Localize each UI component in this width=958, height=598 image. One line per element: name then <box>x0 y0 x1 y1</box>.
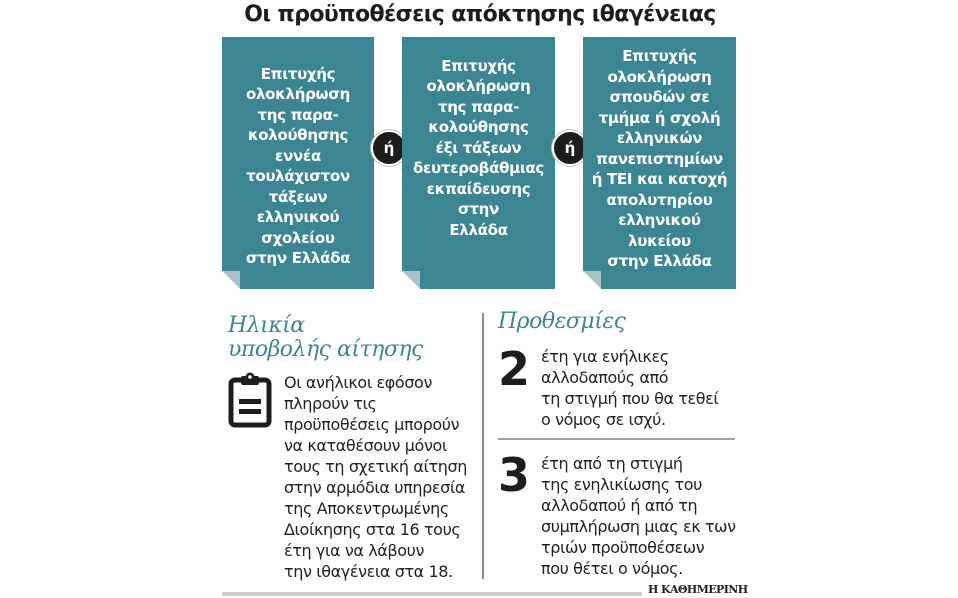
source-logo: Η ΚΑΘΗΜΕΡΙΝΗ <box>648 583 748 596</box>
infographic-title: Οι προϋποθέσεις απόκτησης ιθαγένειας <box>244 2 716 27</box>
age-section-text: Οι ανήλικοι εφόσον πληρούν τις προϋποθέσεις μπορούν να καταθέσουν μόνοι τους τη σχετική αίτηση στην αρμόδια υπηρεσία της Αποκεντρωμένης Διοίκησης στα 16 τους έτη για να λάβουν την ιθαγένεια στα 18. <box>284 373 467 581</box>
condition-text: Επιτυχής ολοκλήρωση σπουδών σε τμήμα ή σχολή ελληνικών πανεπιστημίων ή ΤΕΙ και κατοχή απολυτηρίου ελληνικού λυκείου στην Ελλάδα <box>591 47 728 271</box>
folded-corner-icon <box>222 271 240 289</box>
clipboard-icon <box>228 372 272 428</box>
condition-card-3 <box>583 37 736 289</box>
deadline-text: έτη για ενήλικες αλλοδαπούς από τη στιγμή που θα τεθεί ο νόμος σε ισχύ. <box>541 347 719 429</box>
deadline-text: έτη από τη στιγμή της ενηλικίωσης του αλλοδαπού ή από τη συμπλήρωση μιας εκ των τριών προϋποθέσεων που θέτει ο νόμος. <box>541 454 736 578</box>
condition-card-2 <box>402 37 555 289</box>
folded-corner-icon <box>402 271 420 289</box>
column-divider <box>482 313 484 579</box>
deadline-number: 2 <box>498 342 531 396</box>
condition-card-1 <box>222 37 374 289</box>
folded-corner-icon <box>583 271 601 289</box>
condition-text: Επιτυχής ολοκλήρωση της παρα- κολούθησης εννέα τουλάχιστον τάξεων ελληνικού σχολείου στην Ελλάδα <box>245 64 351 267</box>
deadline-separator <box>498 438 735 440</box>
or-badge: ή <box>371 130 407 166</box>
age-section-heading: Ηλικία υποβολής αίτησης <box>228 313 423 362</box>
condition-text: Επιτυχής ολοκλήρωση της παρα- κολούθησης έξι τάξεων δευτεροβάθμιας εκπαίδευσης στην Ελλάδα <box>413 56 544 239</box>
deadlines-heading: Προθεσμίες <box>498 309 626 334</box>
or-badge: ή <box>552 130 588 166</box>
deadline-number: 3 <box>498 448 531 502</box>
footer-bar <box>222 592 642 596</box>
